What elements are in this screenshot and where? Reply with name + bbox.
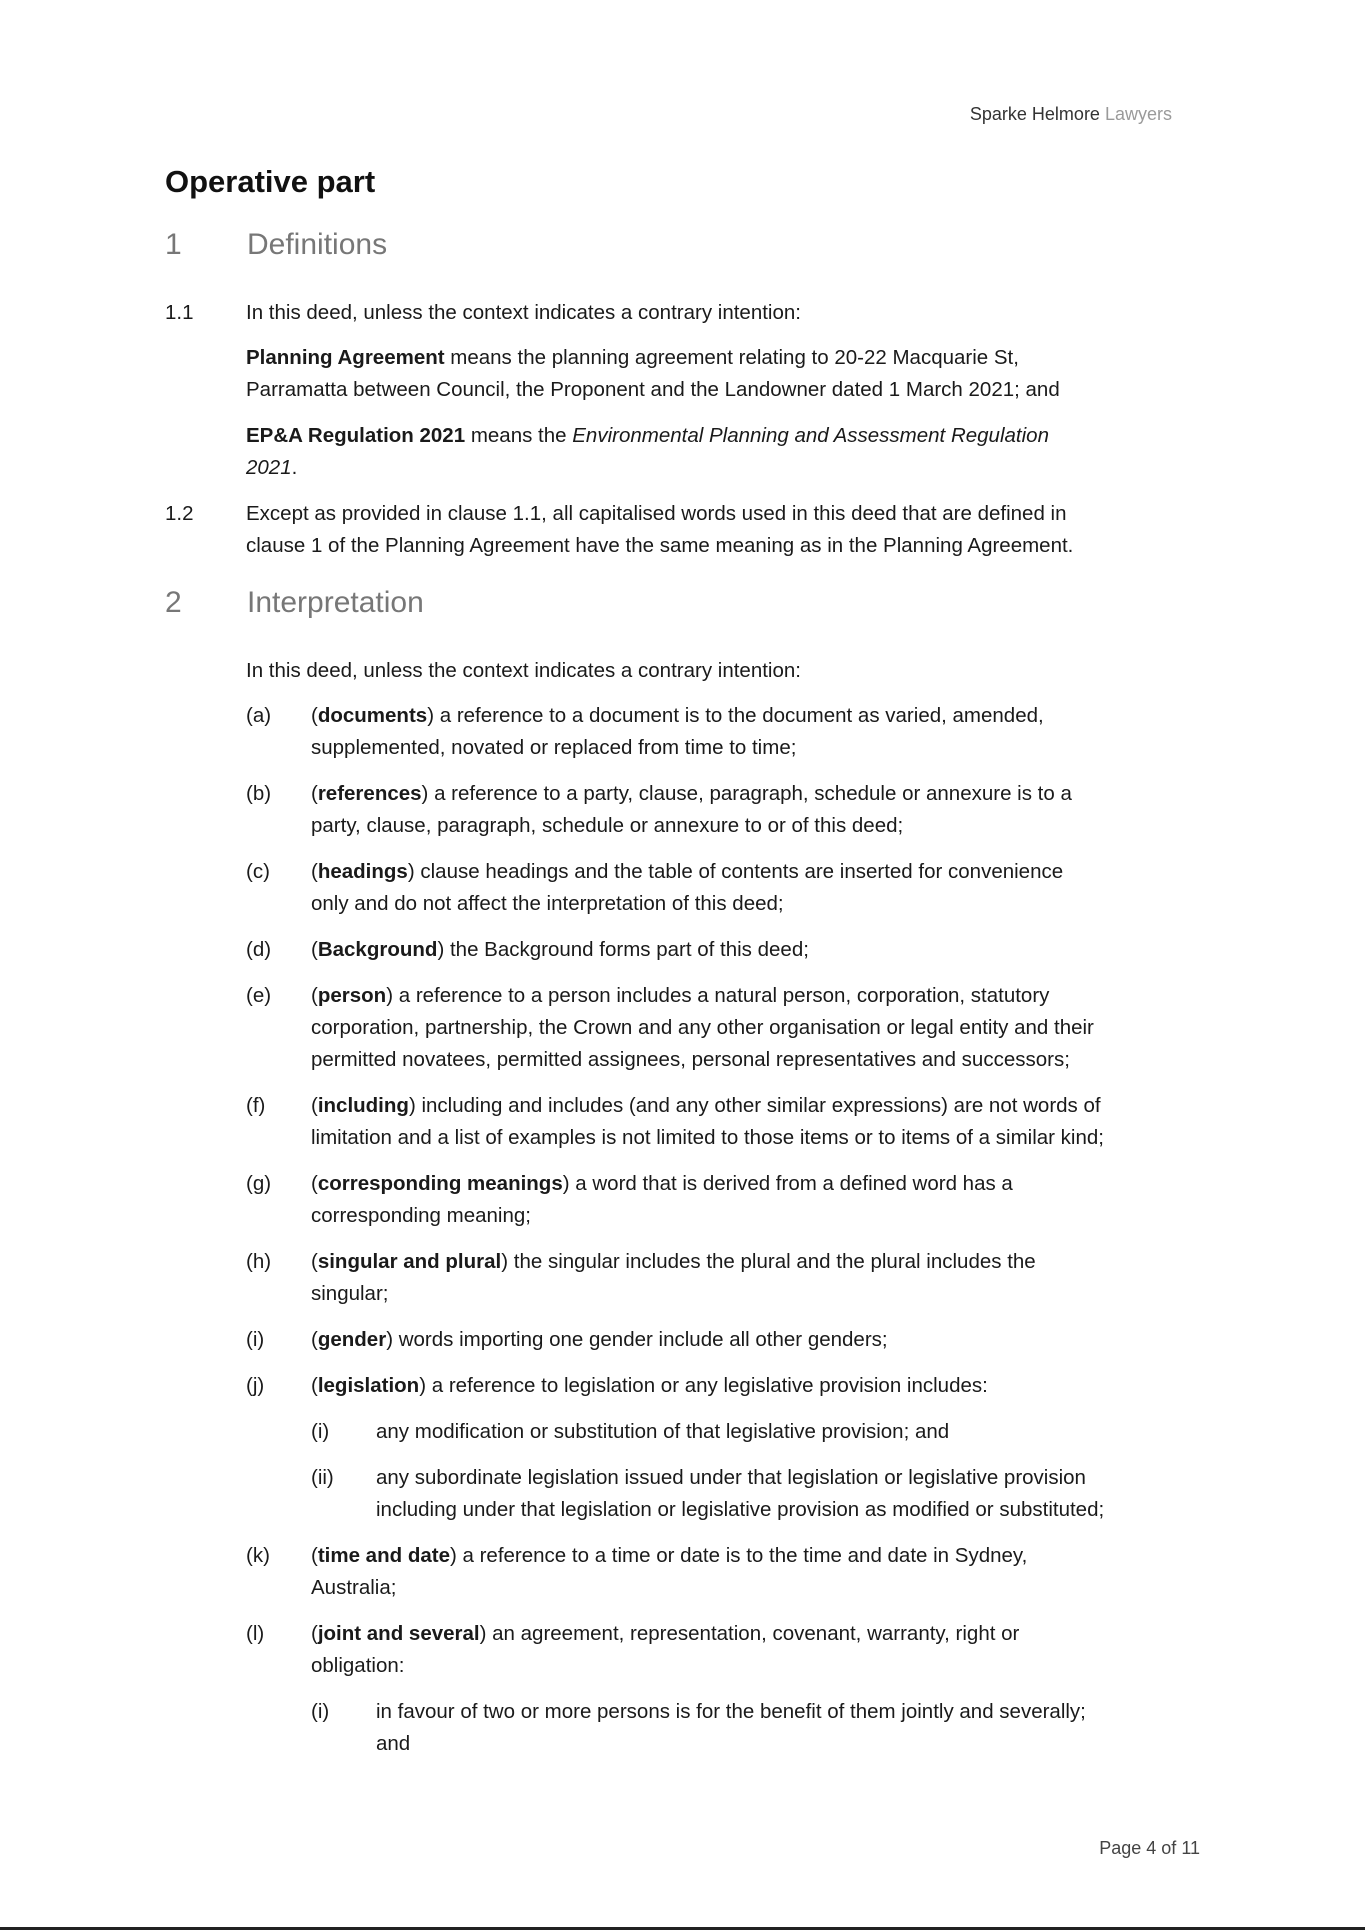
item-term: corresponding meanings — [317, 1172, 563, 1195]
section-number: 1 — [165, 228, 182, 261]
definition-text-line: Parramatta between Council, the Proponent and the Landowner dated 1 March 2021; and — [246, 378, 1060, 401]
item-text-line: Australia; — [311, 1576, 397, 1599]
item-term: references — [317, 782, 422, 805]
item-text: a reference to a person includes a natural person, corporation, statutory — [398, 984, 1050, 1007]
definition-planning-agreement — [246, 342, 1019, 374]
interpretation-intro: In this deed, unless the context indicates a contrary intention: — [246, 659, 801, 682]
subitem-label: (i) — [311, 1420, 330, 1443]
item-text: a reference to a party, clause, paragraph, schedule or annexure is to a — [434, 782, 1072, 805]
subitem-text-line: including under that legislation or legislative provision as modified or substituted; — [376, 1498, 1105, 1521]
item-label: (d) — [246, 938, 272, 961]
item-gender: (gender) words importing one gender include all other genders; — [311, 1328, 888, 1351]
subitem-label: (ii) — [311, 1466, 334, 1489]
page-number: Page 4 of 11 — [1099, 1838, 1200, 1858]
regulation-title: Environmental Planning and Assessment Regulation — [572, 424, 1049, 447]
item-documents: (documents) a reference to a document is to the document as varied, amended, — [311, 704, 1044, 727]
definition-epa-regulation — [246, 420, 1049, 452]
section-heading-interpretation — [165, 586, 424, 620]
item-references: (references) a reference to a party, clause, paragraph, schedule or annexure is to a — [311, 782, 1072, 805]
page-title: Operative part — [165, 164, 376, 199]
item-headings: (headings) clause headings and the table of contents are inserted for convenience — [311, 860, 1064, 883]
subitem-text: any subordinate legislation issued under that legislation or legislative provision — [376, 1466, 1086, 1489]
item-label: (j) — [246, 1374, 265, 1397]
item-label: (c) — [246, 860, 270, 883]
subitem-label: (i) — [311, 1700, 330, 1723]
item-text: words importing one gender include all other genders; — [398, 1328, 888, 1351]
item-term: time and date — [317, 1544, 450, 1567]
item-legislation: (legislation) a reference to legislation or any legislative provision includes: — [311, 1374, 988, 1397]
item-text-line: supplemented, novated or replaced from time to time; — [311, 736, 797, 759]
section-heading-definitions — [165, 228, 387, 262]
firm-suffix: Lawyers — [1104, 104, 1172, 124]
item-text-line: permitted novatees, permitted assignees, personal representatives and successors; — [311, 1048, 1070, 1071]
item-text: a word that is derived from a defined word has a — [575, 1172, 1013, 1195]
item-text-line: limitation and a list of examples is not limited to those items or to items of a similar kind; — [311, 1126, 1104, 1149]
item-label: (g) — [246, 1172, 272, 1195]
item-term: including — [317, 1094, 409, 1117]
item-term: headings — [317, 860, 408, 883]
defined-term: EP&A Regulation 2021 — [246, 424, 466, 447]
item-text-line: corresponding meaning; — [311, 1204, 531, 1227]
item-time-and-date: (time and date) a reference to a time or date is to the time and date in Sydney, — [311, 1544, 1028, 1567]
item-term: singular and plural — [317, 1250, 502, 1273]
item-label: (h) — [246, 1250, 272, 1273]
item-text-line: party, clause, paragraph, schedule or annexure to or of this deed; — [311, 814, 904, 837]
item-singular-and-plural: (singular and plural) the singular includes the plural and the plural includes the — [311, 1250, 1036, 1273]
item-term: Background — [317, 938, 438, 961]
item-label: (e) — [246, 984, 272, 1007]
section-title: Interpretation — [247, 586, 424, 619]
section-number: 2 — [165, 586, 182, 619]
clause-1-2-text: clause 1 of the Planning Agreement have the same meaning as in the Planning Agreement. — [246, 534, 1074, 557]
item-term: gender — [317, 1328, 387, 1351]
clause-number-1-1: 1.1 — [165, 301, 194, 324]
item-text: the singular includes the plural and the plural includes the — [513, 1250, 1036, 1273]
item-term: documents — [317, 704, 428, 727]
item-label: (f) — [246, 1094, 266, 1117]
item-term: joint and several — [317, 1622, 480, 1645]
definition-text: means the planning agreement relating to 20-22 Macquarie St, — [450, 346, 1019, 369]
item-term: person — [317, 984, 387, 1007]
item-term: legislation — [317, 1374, 420, 1397]
item-text-line: corporation, partnership, the Crown and any other organisation or legal entity and their — [311, 1016, 1094, 1039]
clause-1-2-text: Except as provided in clause 1.1, all capitalised words used in this deed that are defined in — [246, 502, 1067, 525]
item-label: (l) — [246, 1622, 265, 1645]
item-person: (person) a reference to a person includes a natural person, corporation, statutory — [311, 984, 1050, 1007]
page-header — [970, 104, 1172, 125]
item-label: (a) — [246, 704, 272, 727]
item-corresponding-meanings: (corresponding meanings) a word that is derived from a defined word has a — [311, 1172, 1013, 1195]
item-text-line: singular; — [311, 1282, 389, 1305]
item-text: clause headings and the table of contents are inserted for convenience — [420, 860, 1064, 883]
item-joint-and-several: (joint and several) an agreement, representation, covenant, warranty, right or — [311, 1622, 1020, 1645]
subitem-text: in favour of two or more persons is for the benefit of them jointly and severally; — [376, 1700, 1086, 1723]
clause-1-1-intro: In this deed, unless the context indicates a contrary intention: — [246, 301, 801, 324]
defined-term: Planning Agreement — [246, 346, 445, 369]
item-text: a reference to a document is to the document as varied, amended, — [439, 704, 1044, 727]
item-text: including and includes (and any other similar expressions) are not words of — [421, 1094, 1101, 1117]
item-label: (b) — [246, 782, 272, 805]
item-text-line: only and do not affect the interpretation of this deed; — [311, 892, 784, 915]
item-text: an agreement, representation, covenant, warranty, right or — [492, 1622, 1020, 1645]
item-label: (k) — [246, 1544, 270, 1567]
item-including: (including) including and includes (and any other similar expressions) are not words of — [311, 1094, 1101, 1117]
clause-number-1-2: 1.2 — [165, 502, 194, 525]
punctuation: . — [291, 456, 298, 479]
subitem-text: any modification or substitution of that legislative provision; and — [376, 1420, 950, 1443]
subitem-text-line: and — [376, 1732, 411, 1755]
definition-text: means the — [470, 424, 567, 447]
firm-name: Sparke Helmore — [969, 104, 1100, 124]
item-label: (i) — [246, 1328, 265, 1351]
item-text: a reference to a time or date is to the time and date in Sydney, — [462, 1544, 1028, 1567]
item-text-line: obligation: — [311, 1654, 405, 1677]
item-background: (Background) the Background forms part of this deed; — [311, 938, 809, 961]
regulation-year: 2021 — [246, 456, 292, 479]
definition-text-line — [246, 452, 297, 484]
item-text: a reference to legislation or any legislative provision includes: — [431, 1374, 988, 1397]
section-title: Definitions — [247, 228, 388, 261]
item-text: the Background forms part of this deed; — [449, 938, 809, 961]
